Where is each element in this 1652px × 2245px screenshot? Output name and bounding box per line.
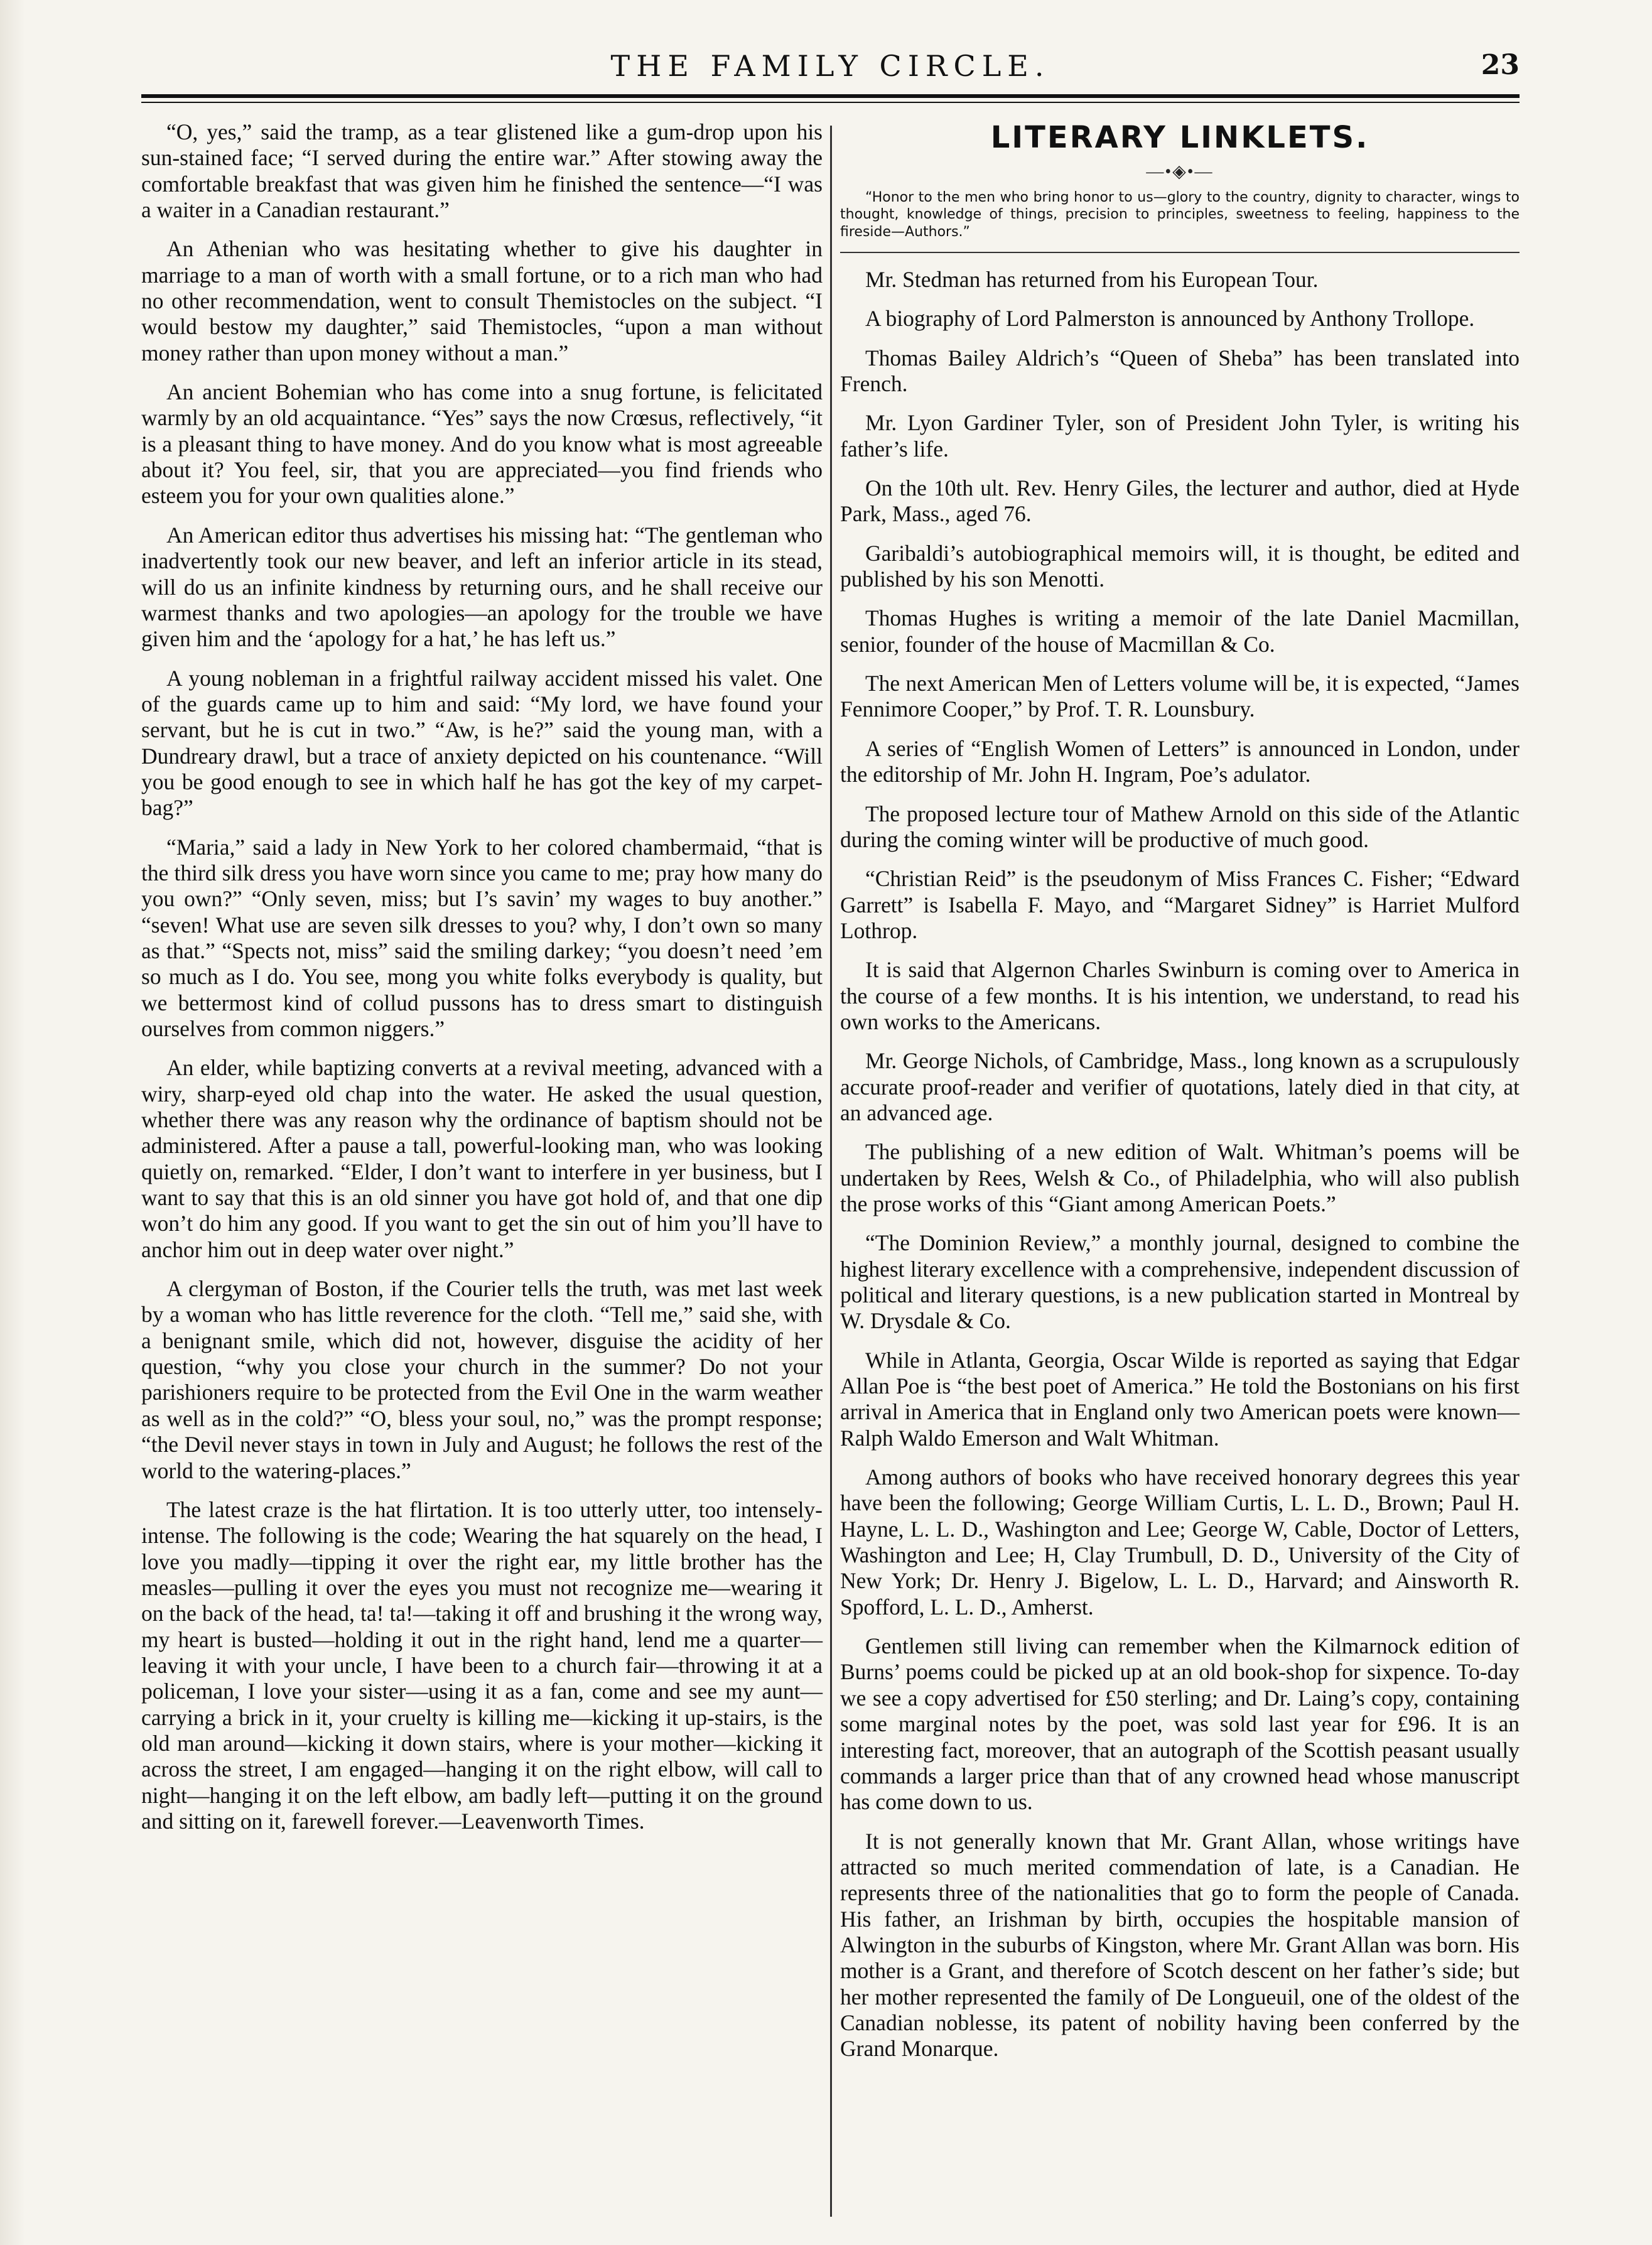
right-column — [840, 119, 1520, 2075]
anecdote-tramp: “O, yes,” said the tramp, as a tear glistened like a gum-drop upon his sun-stained face; “I served during the entire war.” After stowing away the comfortable breakfast that was given him he finished the sentence—“I was a waiter in a Canadian restaurant.” — [141, 119, 823, 223]
anecdote-hat-flirtation: The latest craze is the hat flirtation. It is too utterly utter, too intensely-intense. The following is the code; Wearing the hat squarely on the head, I love you madly—tipping it over the right ear, my little brother has the measles—pulling it over the eyes you must not recognize me—wearing it on the back of the head, ta! ta!—taking it off and brushing it the wrong way, my heart is busted—holding it out in the right hand, lend me a quarter—leaving it with your uncle, I have been to a church fair—throwing it at a policeman, I love your sister—using it as a fan, come and see my aunt—carrying a brick in it, your cruelty is killing me—kicking it up-stairs, is the old man around—kicking it down stairs, where is your mother—kicking it across the street, I am engaged—hanging it on the right elbow, will call to night—hanging it on the left elbow, am badly left—putting it on the ground and sitting on it, farewell forever.—Leavenworth Times. — [141, 1496, 823, 1834]
linklet-item: It is not generally known that Mr. Grant Allan, whose writings have attracted so much merited commendation of late, is a Canadian. He represents three of the nationalities that go to form the people of Canada. His father, an Irishman by birth, occupies the hospitable mansion of Alwington in the suburbs of Kingston, where Mr. Grant Allan was born. His mother is a Grant, and therefore of Scotch descent on her father’s side; but her mother represented the family of De Longueuil, one of the oldest of the Canadian noblesse, its patent of nobility having been conferred by the Grand Monarque. — [840, 1828, 1520, 2062]
anecdote-bohemian: An ancient Bohemian who has come into a snug fortune, is felicitated warmly by an old acquaintance. “Yes” says the now Crœsus, reflectively, “it is a pleasant thing to have money. And do you know what is most agreeable about it? You feel, sir, that you are appreciated—you find friends who esteem you for your own qualities alone.” — [141, 379, 823, 509]
page-number: 23 — [1481, 49, 1520, 81]
column-divider — [830, 126, 832, 2217]
section-motto: “Honor to the men who bring honor to us—glory to the country, dignity to character, wings to thought, knowledge of things, precision to principles, sweetness to feeling, happiness to the fireside—Authors.” — [840, 189, 1520, 240]
linklet-item: “The Dominion Review,” a monthly journal, designed to combine the highest literary excellence with a comprehensive, independent discussion of political and literary questions, is a new publication started in Montreal by W. Drysdale & Co. — [840, 1230, 1520, 1334]
anecdote-themistocles: An Athenian who was hesitating whether to give his daughter in marriage to a man of worth with a small fortune, or to a rich man who had no other recommendation, went to consult Themistocles on the subject. “I would bestow my daughter,” said Themistocles, “upon a man without money rather than upon money without a man.” — [141, 236, 823, 365]
header-rule-thick — [141, 94, 1520, 98]
linklet-item: A biography of Lord Palmerston is announced by Anthony Trollope. — [865, 306, 1475, 332]
publication-title: THE FAMILY CIRCLE. — [610, 49, 1050, 83]
ornament-divider: —•◈•— — [1146, 161, 1214, 181]
linklet-item: “Christian Reid” is the pseudonym of Miss Frances C. Fisher; “Edward Garrett” is Isabella F. Mayo, and “Margaret Sidney” is Harriet Mulford Lothrop. — [840, 866, 1520, 943]
linklet-item: The publishing of a new edition of Walt. Whitman’s poems will be undertaken by Rees, Welsh & Co., of Philadelphia, who will also publish the prose works of this “Giant among American Poets.” — [840, 1139, 1520, 1216]
left-column — [141, 119, 823, 1847]
anecdote-elder: An elder, while baptizing converts at a revival meeting, advanced with a wiry, sharp-eyed old chap into the water. He asked the usual question, whether there was any reason why the ordinance of baptism should not be administered. After a pause a tall, powerful-looking man, who was looking quietly on, remarked. “Elder, I don’t want to interfere in yer business, but I want to say that this is an old sinner you have got hold of, and that one dip won’t do him any good. If you want to get the sin out of him you’ll have to anchor him out in deep water over night.” — [141, 1055, 823, 1262]
page-edge — [0, 0, 25, 2245]
linklet-item: A series of “English Women of Letters” is announced in London, under the editorship of Mr. John H. Ingram, Poe’s adulator. — [840, 735, 1520, 787]
linklet-item: It is said that Algernon Charles Swinburn is coming over to America in the course of a few months. It is his intention, we understand, to read his own works to the Americans. — [840, 957, 1520, 1034]
anecdote-clergyman: A clergyman of Boston, if the Courier tells the truth, was met last week by a woman who has little reverence for the cloth. “Tell me,” said she, with a benignant smile, which did not, however, disguise the acidity of her question, “why you close your church in the summer? Do not your parishioners require to be protected from the Evil One in the warm weather as well as in the cold?” “O, bless your soul, no,” was the prompt response; “the Devil never stays in town in July and August; he follows the rest of the world to the watering-places.” — [141, 1276, 823, 1483]
anecdote-missing-hat: An American editor thus advertises his missing hat: “The gentleman who inadvertently took our new beaver, and left an inferior article in its stead, will do us an infinite kindness by returning ours, and he shall receive our warmest thanks and two apologies—an apology for the trouble we have given him and the ‘apology for a hat,’ he has left us.” — [141, 522, 823, 652]
anecdote-maria: “Maria,” said a lady in New York to her colored chambermaid, “that is the third silk dress you have worn since you came to me; pray how many do you own?” “Only seven, miss; but I’s savin’ my wages to buy another.” “seven! What use are seven silk dresses to you? why, I don’t own so many as that.” “Spects not, miss” said the smiling darkey; “you doesn’t need ’em so much as I do. You see, mong you white folks everybody is quality, but we bettermost kind of collud pussons has to dress smart to distinguish ourselves from common niggers.” — [141, 834, 823, 1041]
linklet-item: Mr. Stedman has returned from his European Tour. — [865, 267, 1319, 293]
section-title: LITERARY LINKLETS. — [990, 120, 1369, 155]
linklet-item: Garibaldi’s autobiographical memoirs will, it is thought, be edited and published by his son Menotti. — [840, 540, 1520, 592]
motto-rule — [840, 252, 1520, 253]
header-rule-thin — [141, 102, 1520, 103]
linklet-item: The proposed lecture tour of Mathew Arnold on this side of the Atlantic during the coming winter will be productive of much good. — [840, 801, 1520, 852]
linklet-item: Mr. George Nichols, of Cambridge, Mass., long known as a scrupulously accurate proof-reader and verifier of quotations, lately died in that city, at an advanced age. — [840, 1048, 1520, 1125]
linklet-item: Thomas Hughes is writing a memoir of the late Daniel Macmillan, senior, founder of the house of Macmillan & Co. — [840, 605, 1520, 657]
linklet-item: Mr. Lyon Gardiner Tyler, son of President John Tyler, is writing his father’s life. — [840, 410, 1520, 462]
page-header — [141, 49, 1520, 93]
anecdote-nobleman: A young nobleman in a frightful railway accident missed his valet. One of the guards came up to him and said: “My lord, we have found your servant, but he is cut in two.” “Aw, is he?” said the young man, with a Dundreary drawl, but a trace of anxiety depicted on his countenance. “Will you be good enough to see in which half he has got the key of my carpet-bag?” — [141, 665, 823, 821]
linklet-item: The next American Men of Letters volume will be, it is expected, “James Fennimore Cooper,” by Prof. T. R. Lounsbury. — [840, 671, 1520, 722]
linklet-item: Gentlemen still living can remember when the Kilmarnock edition of Burns’ poems could be picked up at an old book-shop for sixpence. To-day we see a copy advertised for £50 sterling; and Dr. Laing’s copy, containing some marginal notes by the poet, was sold last year for £96. It is an interesting fact, moreover, that an autograph of the Scottish peasant usually commands a larger price than that of any crowned head whose manuscript has come down to us. — [840, 1633, 1520, 1815]
linklet-item: On the 10th ult. Rev. Henry Giles, the lecturer and author, died at Hyde Park, Mass., aged 76. — [840, 475, 1520, 527]
linklet-item: Among authors of books who have received honorary degrees this year have been the following; George William Curtis, L. L. D., Brown; Paul H. Hayne, L. L. D., Washington and Lee; George W, Cable, Doctor of Letters, Washington and Lee; H, Clay Trumbull, D. D., University of the City of New York; Dr. Henry J. Bigelow, L. L. D., Harvard; and Ainsworth R. Spofford, L. L. D., Amherst. — [840, 1464, 1520, 1620]
linklet-item: While in Atlanta, Georgia, Oscar Wilde is reported as saying that Edgar Allan Poe is “the best poet of America.” He told the Bostonians on his first arrival in America that in England only two American poets were known—Ralph Waldo Emerson and Walt Whitman. — [840, 1347, 1520, 1451]
linklet-item: Thomas Bailey Aldrich’s “Queen of Sheba” has been translated into French. — [840, 345, 1520, 397]
